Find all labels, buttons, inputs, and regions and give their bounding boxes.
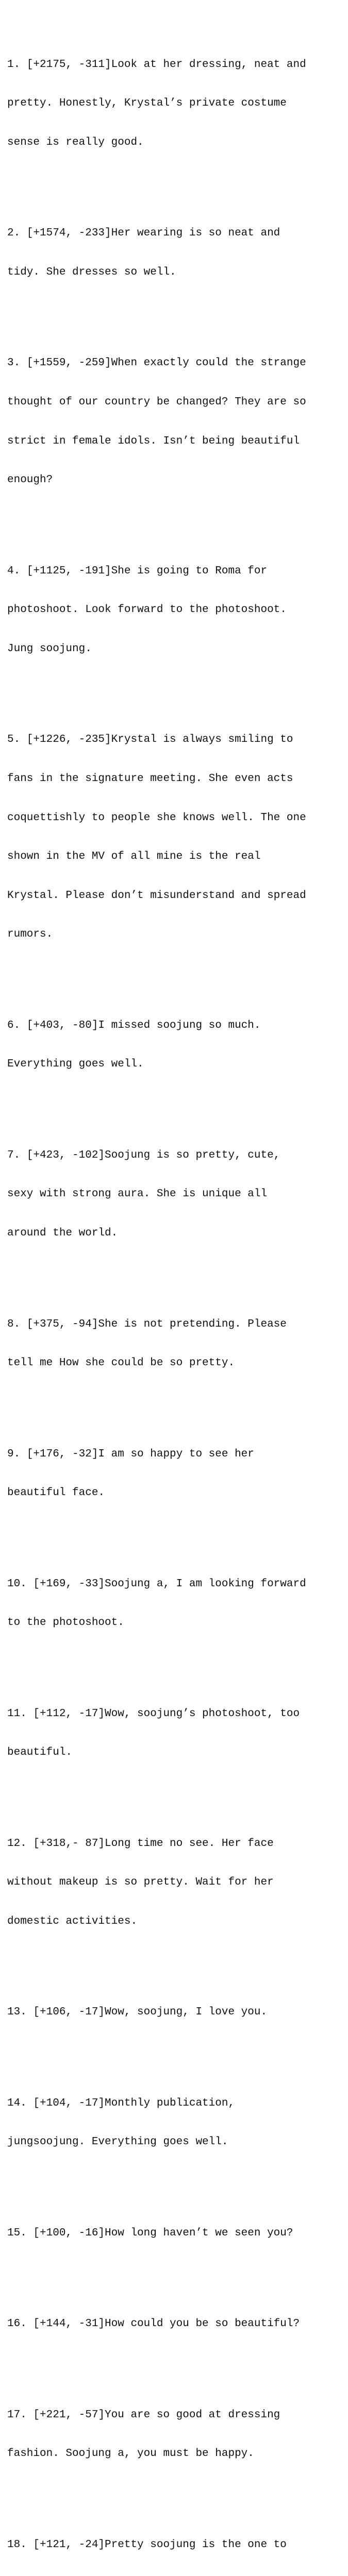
comment-line: coquettishly to people she knows well. The one <box>7 811 306 824</box>
comment-line: strict in female idols. Isn’t being beautiful <box>7 435 300 447</box>
comment-12 <box>7 1811 341 1954</box>
comment-line: 11. [+112, -17]Wow, soojung’s photoshoot, too <box>7 1707 300 1720</box>
comment-line: 14. [+104, -17]Monthly publication, <box>7 2097 235 2109</box>
comment-7 <box>7 1123 341 1265</box>
comment-line: shown in the MV of all mine is the real <box>7 851 261 863</box>
comment-15 <box>7 2200 341 2265</box>
comment-8 <box>7 1292 341 1396</box>
comment-line: 12. [+318,- 87]Long time no see. Her face <box>7 1837 274 1850</box>
comment-line: 2. [+1574, -233]Her wearing is so neat and <box>7 227 280 240</box>
comment-line: 15. [+100, -16]How long haven’t we seen you? <box>7 2227 293 2239</box>
comment-3 <box>7 331 341 513</box>
comment-line: 16. [+144, -31]How could you be so beautiful? <box>7 2318 300 2330</box>
comment-13 <box>7 1980 341 2045</box>
comment-line: 17. [+221, -57]You are so good at dressing <box>7 2409 280 2421</box>
comment-9 <box>7 1421 341 1526</box>
comment-14 <box>7 2071 341 2175</box>
comment-line: 5. [+1226, -235]Krystal is always smiling to <box>7 734 293 746</box>
comment-line: 3. [+1559, -259]When exactly could the strange <box>7 357 306 369</box>
comment-line: tell me How she could be so pretty. <box>7 1357 235 1369</box>
comment-line: fashion. Soojung a, you must be happy. <box>7 2448 254 2460</box>
comment-line: 10. [+169, -33]Soojung a, I am looking forward <box>7 1578 306 1590</box>
comment-line: 8. [+375, -94]She is not pretending. Please <box>7 1318 287 1330</box>
comment-line: domestic activities. <box>7 1915 138 1927</box>
comment-6 <box>7 993 341 1097</box>
comment-1 <box>7 32 341 175</box>
comment-11 <box>7 1681 341 1785</box>
comment-line: 1. [+2175, -311]Look at her dressing, neat and <box>7 58 306 71</box>
comment-line: photoshoot. Look forward to the photoshoot. <box>7 604 287 616</box>
comment-line: 18. [+121, -24]Pretty soojung is the one to <box>7 2538 287 2551</box>
comment-5 <box>7 707 341 967</box>
comment-line: beautiful. <box>7 1747 73 1759</box>
comment-line: Krystal. Please don’t misunderstand and spread <box>7 889 306 902</box>
comment-line: without makeup is so pretty. Wait for her <box>7 1876 274 1889</box>
comment-16 <box>7 2292 341 2357</box>
comment-2 <box>7 201 341 305</box>
comment-line: 13. [+106, -17]Wow, soojung, I love you. <box>7 2006 268 2019</box>
comment-line: beautiful face. <box>7 1487 105 1499</box>
comment-line: to the photoshoot. <box>7 1617 124 1629</box>
comment-10 <box>7 1551 341 1655</box>
comment-line: thought of our country be changed? They are so <box>7 396 306 409</box>
comment-line: 9. [+176, -32]I am so happy to see her <box>7 1448 254 1460</box>
comment-line: 4. [+1125, -191]She is going to Roma for <box>7 565 268 577</box>
comment-line: sexy with strong aura. She is unique all <box>7 1188 268 1200</box>
comment-line: pretty. Honestly, Krystal’s private costume <box>7 97 287 110</box>
comment-4 <box>7 538 341 681</box>
comment-line: 6. [+403, -80]I missed soojung so much. <box>7 1019 261 1031</box>
comment-line: rumors. <box>7 928 53 941</box>
comment-line: tidy. She dresses so well. <box>7 266 176 279</box>
comment-line: jungsoojung. Everything goes well. <box>7 2136 228 2148</box>
comment-line: enough? <box>7 474 53 486</box>
comment-17 <box>7 2382 341 2486</box>
comment-line: Everything goes well. <box>7 1058 144 1071</box>
comment-18 <box>7 2512 341 2576</box>
comment-line: around the world. <box>7 1227 118 1240</box>
comment-line: fans in the signature meeting. She even acts <box>7 772 293 785</box>
comment-line: Jung soojung. <box>7 642 92 655</box>
comment-line: 7. [+423, -102]Soojung is so pretty, cute, <box>7 1149 280 1161</box>
comment-line: sense is really good. <box>7 137 144 149</box>
